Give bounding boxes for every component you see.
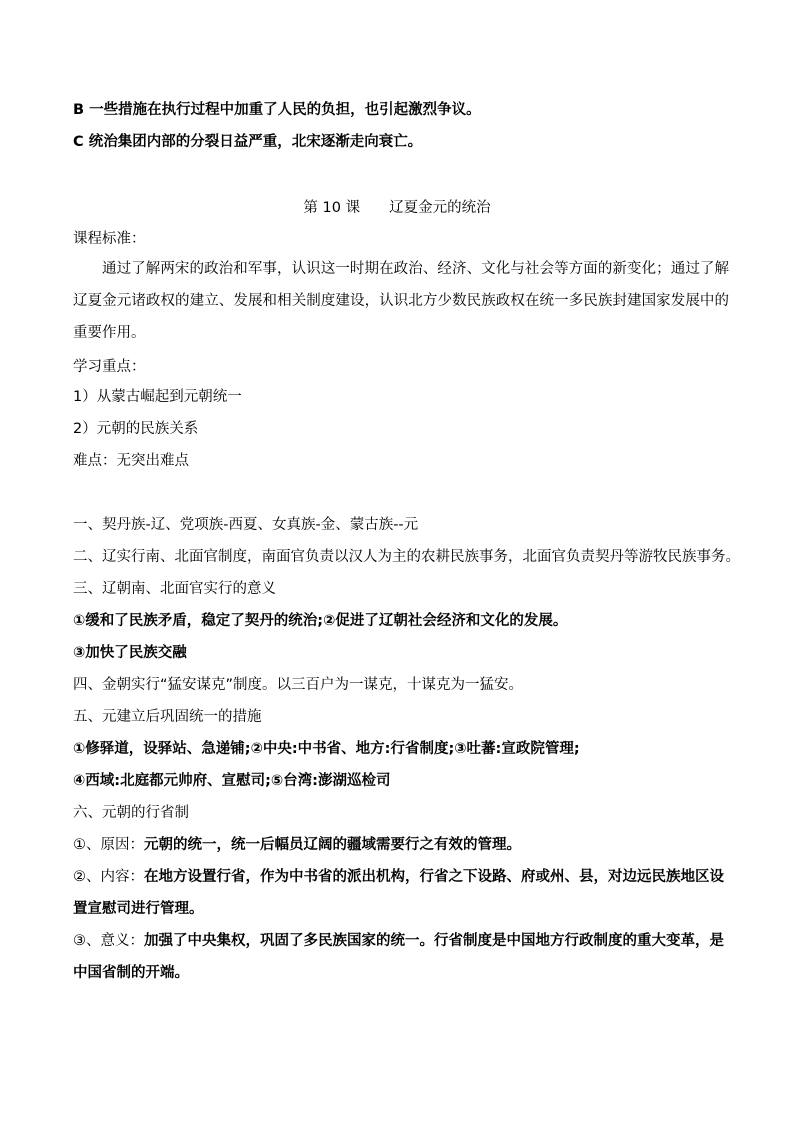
content-text: 在地方设置行省，作为中书省的派出机构，行省之下设路、府或州、县，对边远民族地区设置宣慰司进行管理。 — [73, 869, 724, 917]
note-6: 六、元朝的行省制 — [73, 805, 189, 821]
focus-item-2: 2）元朝的民族关系 — [73, 421, 199, 437]
note-5-point-b: ④西域:北庭都元帅府、宣慰司;⑤台湾:澎湖巡检司 — [73, 773, 391, 789]
option-b-line: B 一些措施在执行过程中加重了人民的负担，也引起激烈争议。 — [73, 102, 481, 118]
note-6-content — [73, 861, 725, 925]
focus-item-1: 1）从蒙古崛起到元朝统一 — [73, 389, 242, 405]
significance-label: ③、意义： — [73, 933, 144, 949]
focus-label: 学习重点： — [73, 359, 146, 375]
difficulty-line: 难点：无突出难点 — [73, 453, 189, 469]
note-3-point-a: ①缓和了民族矛盾，稳定了契丹的统治;②促进了辽朝社会经济和文化的发展。 — [73, 613, 568, 629]
option-c-line: C 统治集团内部的分裂日益严重，北宋逐渐走向衰亡。 — [73, 134, 423, 150]
reason-text: 元朝的统一，统一后幅员辽阔的疆域需要行之有效的管理。 — [144, 837, 521, 853]
note-4: 四、金朝实行“猛安谋克”制度。以三百户为一谋克，十谋克为一猛安。 — [73, 677, 524, 693]
note-2: 二、辽实行南、北面官制度，南面官负责以汉人为主的农耕民族事务，北面官负责契丹等游牧民族事务。 — [73, 549, 740, 565]
note-5-point-a: ①修驿道，设驿站、急递铺;②中央:中书省、地方:行省制度;③吐蕃:宣政院管理; — [73, 741, 580, 757]
standard-label: 课程标准： — [73, 231, 146, 247]
significance-text: 加强了中央集权，巩固了多民族国家的统一。行省制度是中国地方行政制度的重大变革，是中国省制的开端。 — [73, 933, 724, 981]
note-3-point-b: ③加快了民族交融 — [73, 645, 187, 661]
standard-text: 通过了解两宋的政治和军事，认识这一时期在政治、经济、文化与社会等方面的新变化；通过了解辽夏金元诸政权的建立、发展和相关制度建设，认识北方少数民族政权在统一多民族封建国家发展中的重要作用。 — [73, 261, 729, 341]
lesson-title: 第 10 课 辽夏金元的统治 — [303, 200, 491, 216]
reason-label: ①、原因： — [73, 837, 144, 853]
note-3: 三、辽朝南、北面官实行的意义 — [73, 581, 276, 597]
note-5: 五、元建立后巩固统一的措施 — [73, 709, 262, 725]
content-label: ②、内容： — [73, 869, 144, 885]
note-1: 一、契丹族-辽、党项族-西夏、女真族-金、蒙古族--元 — [73, 517, 419, 533]
note-6-significance — [73, 925, 725, 989]
note-6-reason — [73, 829, 725, 861]
